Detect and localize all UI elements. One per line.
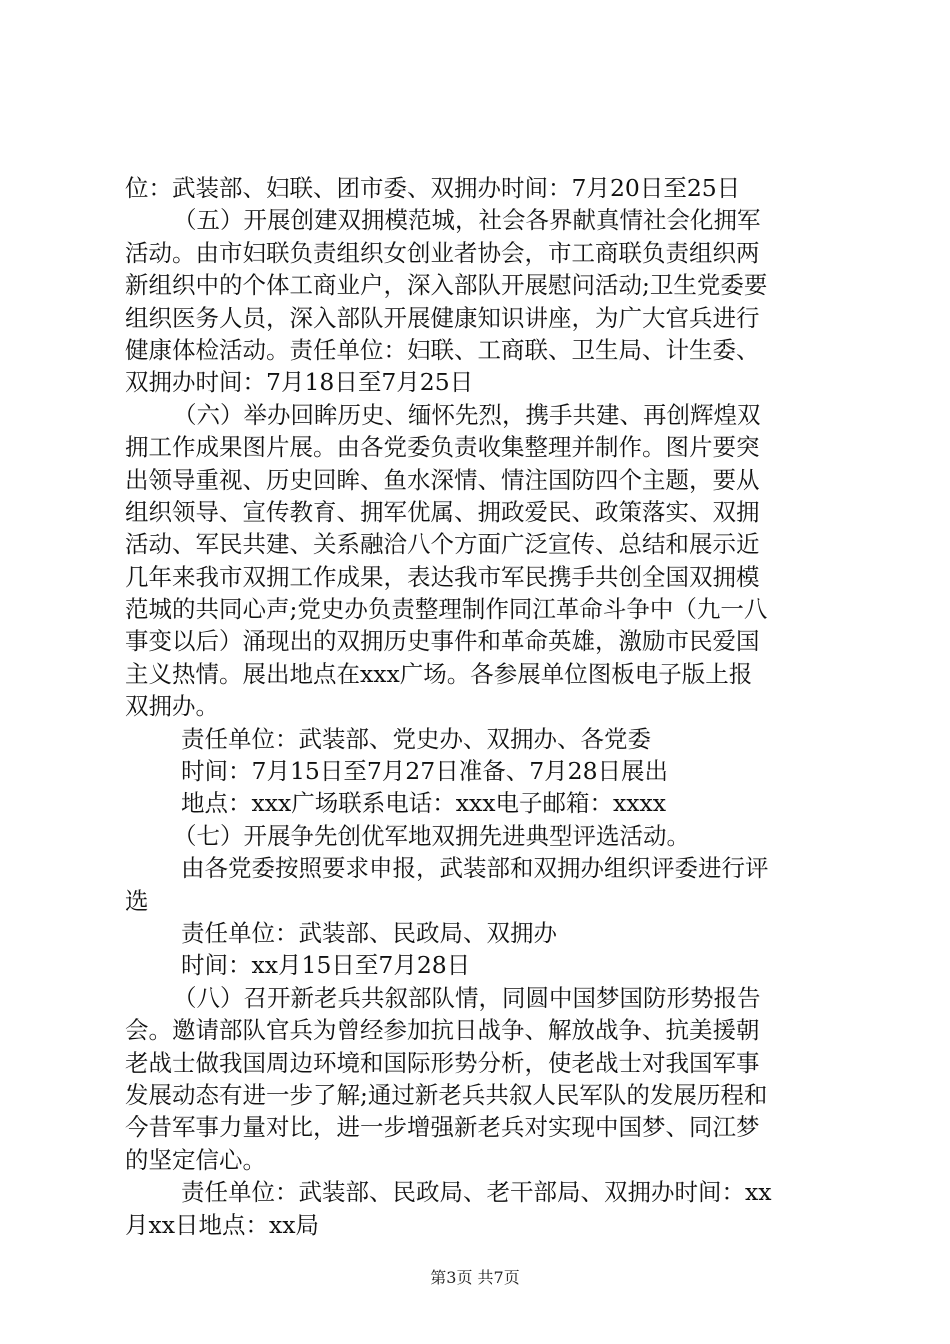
responsible-units: 责任单位：武装部、党史办、双拥办、各党委 — [181, 724, 651, 753]
text-line: 发展动态有进一步了解;通过新老兵共叙人民军队的发展历程和 — [125, 1080, 768, 1109]
text-line: 组织领导、宣传教育、拥军优属、拥政爱民、政策落实、双拥 — [125, 497, 760, 526]
text-line: 新组织中的个体工商业户，深入部队开展慰问活动;卫生党委要 — [125, 271, 768, 300]
page-number-footer: 第3页 共7页 — [430, 1268, 520, 1287]
responsible-units: 责任单位：武装部、民政局、老干部局、双拥办时间：xx — [181, 1178, 772, 1207]
text-line: 事变以后）涌现出的双拥历史事件和革命英雄，激励市民爱国 — [125, 627, 760, 656]
text-line: 位：武装部、妇联、团市委、双拥办时间：7月20日至25日 — [125, 174, 741, 202]
text-line: 拥工作成果图片展。由各党委负责收集整理并制作。图片要突 — [125, 433, 760, 462]
text-line: 健康体检活动。责任单位：妇联、工商联、卫生局、计生委、 — [125, 335, 760, 364]
text-line: 主义热情。展出地点在xxx广场。各参展单位图板电子版上报 — [125, 659, 753, 688]
schedule-time: 时间：7月15日至7月27日准备、7月28日展出 — [181, 757, 669, 786]
section-6-heading: （六）举办回眸历史、缅怀先烈，携手共建、再创辉煌双 — [173, 400, 761, 429]
text-line: 出领导重视、历史回眸、鱼水深情、情注国防四个主题，要从 — [125, 465, 760, 494]
document-body — [125, 172, 835, 1241]
text-line: 会。邀请部队官兵为曾经参加抗日战争、解放战争、抗美援朝 — [125, 1016, 760, 1045]
section-5-heading: （五）开展创建双拥模范城，社会各界献真情社会化拥军 — [173, 206, 761, 235]
text-line: 月xx日地点：xx局 — [125, 1210, 320, 1239]
text-line: 范城的共同心声;党史办负责整理制作同江革命斗争中（九一八 — [125, 595, 768, 624]
text-line: 活动、军民共建、关系融洽八个方面广泛宣传、总结和展示近 — [125, 530, 760, 559]
location-contact: 地点：xxx广场联系电话：xxx电子邮箱：xxxx — [181, 789, 667, 818]
text-line: 双拥办时间：7月18日至7月25日 — [125, 368, 474, 397]
text-line: 由各党委按照要求申报，武装部和双拥办组织评委进行评 — [181, 854, 769, 883]
text-line: 活动。由市妇联负责组织女创业者协会，市工商联负责组织两 — [125, 238, 760, 267]
responsible-units: 责任单位：武装部、民政局、双拥办 — [181, 918, 557, 947]
text-line: 几年来我市双拥工作成果，表达我市军民携手共创全国双拥模 — [125, 562, 760, 591]
text-line: 双拥办。 — [125, 692, 219, 721]
section-8-heading: （八）召开新老兵共叙部队情，同圆中国梦国防形势报告 — [173, 983, 761, 1012]
section-7-heading: （七）开展争先创优军地双拥先进典型评选活动。 — [173, 821, 690, 850]
text-line: 组织医务人员，深入部队开展健康知识讲座，为广大官兵进行 — [125, 303, 760, 332]
text-line: 选 — [125, 886, 149, 915]
schedule-time: 时间：xx月15日至7月28日 — [181, 951, 471, 980]
text-line: 的坚定信心。 — [125, 1145, 266, 1174]
text-line: 老战士做我国周边环境和国际形势分析，使老战士对我国军事 — [125, 1048, 760, 1077]
text-line: 今昔军事力量对比，进一步增强新老兵对实现中国梦、同江梦 — [125, 1113, 760, 1142]
